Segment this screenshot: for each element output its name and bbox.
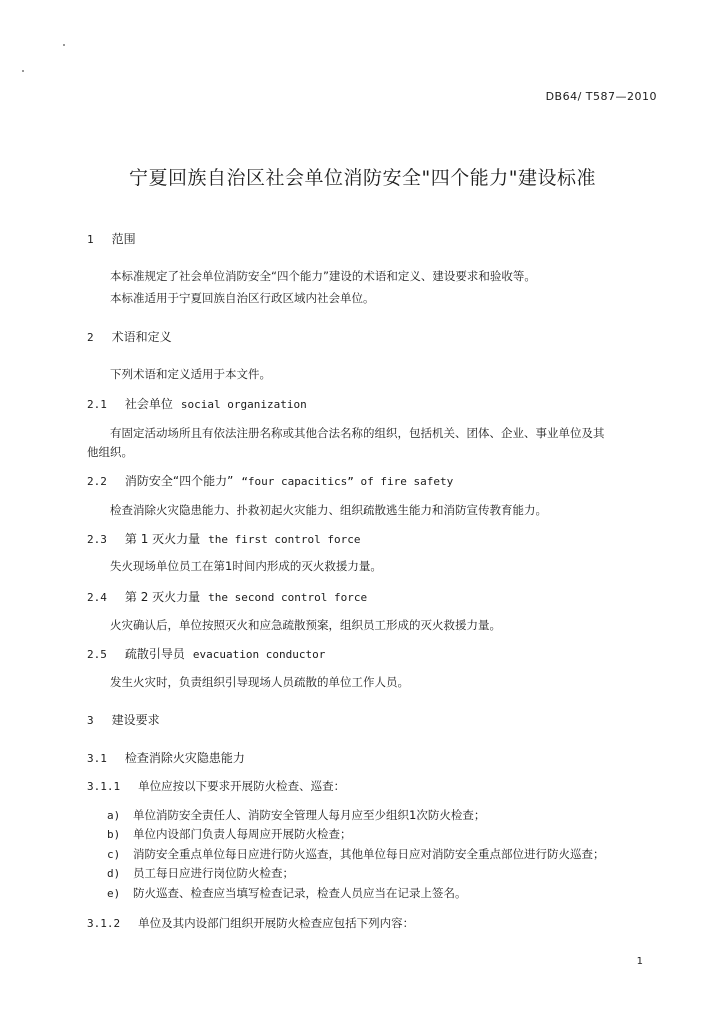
- list-item-text: 防火巡查、检查应当填写检查记录，检查人员应当在记录上签名。: [133, 886, 467, 900]
- list-item-label: c): [107, 848, 121, 861]
- subsection-title: 检查消除火灾隐患能力: [124, 751, 245, 765]
- section-3-heading: [87, 711, 160, 728]
- term-cn: 疏散引导员: [124, 647, 185, 661]
- term-number: 2.2: [87, 475, 107, 488]
- term-en: the second control force: [208, 591, 368, 604]
- clause-text: 单位及其内设部门组织开展防火检查应包括下列内容：: [138, 916, 415, 930]
- term-definition: 失火现场单位员工在第1时间内形成的灭火救援力量。: [110, 559, 382, 573]
- list-item: [107, 846, 605, 862]
- list-item-label: d): [107, 867, 121, 880]
- term-2-2-heading: [87, 472, 453, 489]
- term-2-1-heading: [87, 395, 307, 412]
- list-item-text: 单位消防安全责任人、消防安全管理人每月应至少组织1次防火检查；: [133, 808, 486, 822]
- term-definition: 检查消除火灾隐患能力、扑救初起火灾能力、组织疏散逃生能力和消防宣传教育能力。: [110, 503, 547, 517]
- list-item: [107, 826, 352, 842]
- document-title: 宁夏回族自治区社会单位消防安全"四个能力"建设标准: [129, 167, 596, 189]
- clause-3-1-1: [87, 778, 345, 794]
- list-item-label: a): [107, 809, 121, 822]
- term-2-3-heading: [87, 530, 360, 547]
- term-number: 2.4: [87, 591, 107, 604]
- list-item: [107, 865, 294, 881]
- term-number: 2.5: [87, 648, 107, 661]
- list-item: [107, 807, 485, 823]
- term-cn: 第 2 灭火力量: [124, 590, 201, 604]
- term-definition: 有固定活动场所且有依法注册名称或其他合法名称的组织，包括机关、团体、企业、事业单位及其: [110, 426, 605, 440]
- subsection-number: 3.1: [87, 752, 107, 765]
- clause-number: 3.1.1: [87, 780, 121, 793]
- list-item-text: 员工每日应进行岗位防火检查；: [133, 866, 294, 880]
- clause-text: 单位应按以下要求开展防火检查、巡查：: [138, 779, 346, 793]
- section-title: 建设要求: [111, 713, 160, 727]
- list-item: [107, 885, 467, 901]
- term-cn: 消防安全“四个能力”: [124, 474, 234, 488]
- section-2-heading: [87, 328, 172, 345]
- section-title: 范围: [111, 232, 136, 246]
- paragraph: 下列术语和定义适用于本文件。: [110, 367, 271, 381]
- term-2-5-heading: [87, 645, 325, 662]
- term-definition: 他组织。: [87, 445, 133, 459]
- section-1-heading: [87, 230, 136, 247]
- term-definition: 火灾确认后，单位按照灭火和应急疏散预案，组织员工形成的灭火救援力量。: [110, 618, 501, 632]
- paragraph: 本标准适用于宁夏回族自治区行政区域内社会单位。: [110, 291, 375, 305]
- list-item-text: 单位内设部门负责人每周应开展防火检查；: [133, 827, 352, 841]
- term-number: 2.3: [87, 533, 107, 546]
- scan-speck: [22, 70, 24, 72]
- list-item-text: 消防安全重点单位每日应进行防火巡查，其他单位每日应对消防安全重点部位进行防火巡查；: [133, 847, 605, 861]
- term-2-4-heading: [87, 588, 367, 605]
- term-cn: 第 1 灭火力量: [124, 532, 201, 546]
- scan-speck: [63, 44, 65, 46]
- section-number: 3: [87, 714, 94, 727]
- clause-3-1-2: [87, 915, 414, 931]
- clause-number: 3.1.2: [87, 917, 121, 930]
- term-en: evacuation conductor: [192, 648, 326, 661]
- standard-code: DB64/ T587—2010: [545, 90, 657, 103]
- section-number: 2: [87, 331, 94, 344]
- subsection-3-1-heading: [87, 749, 245, 766]
- term-number: 2.1: [87, 398, 107, 411]
- term-definition: 发生火灾时，负责组织引导现场人员疏散的单位工作人员。: [110, 675, 409, 689]
- section-title: 术语和定义: [111, 330, 172, 344]
- term-en: “four capacitics” of fire safety: [241, 475, 454, 488]
- list-item-label: e): [107, 887, 121, 900]
- term-en: social organization: [180, 398, 307, 411]
- list-item-label: b): [107, 828, 121, 841]
- section-number: 1: [87, 233, 94, 246]
- paragraph: 本标准规定了社会单位消防安全“四个能力”建设的术语和定义、建设要求和验收等。: [110, 269, 536, 283]
- term-en: the first control force: [208, 533, 361, 546]
- page-number: 1: [636, 956, 643, 967]
- term-cn: 社会单位: [124, 397, 173, 411]
